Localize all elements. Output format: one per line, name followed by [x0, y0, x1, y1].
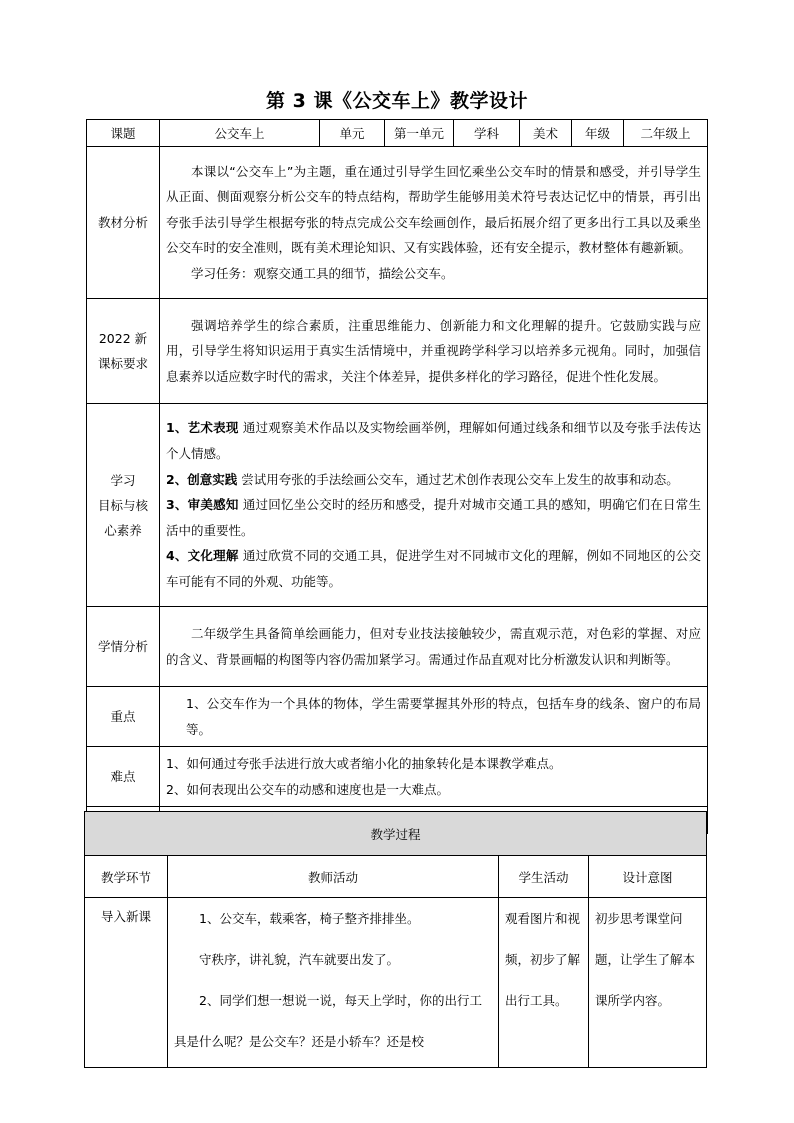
subject-label: 学科 — [454, 120, 520, 147]
process-title: 教学过程 — [85, 812, 707, 856]
difficulty-item: 2、如何表现出公交车的动感和速度也是一大难点。 — [166, 781, 449, 797]
col-teacher: 教师活动 — [168, 856, 499, 898]
design-intent: 初步思考课堂问题，让学生了解本课所学内容。 — [589, 898, 707, 1068]
goal-item: 1、艺术表现 通过观察美术作品以及实物绘画举例，理解如何通过线条和细节以及夸张手法传达个人情感。 — [166, 420, 701, 462]
students-text: 二年级学生具备简单绘画能力，但对专业技法接触较少，需直观示范，对色彩的掌握、对应的含义、背景画幅的构图等内容仍需加紧学习。需通过作品直观对比分析激发认识和判断等。 — [166, 625, 701, 667]
material-analysis — [160, 147, 708, 299]
standard-label: 2022 新 课标要求 — [87, 299, 160, 404]
learning-goals — [160, 404, 708, 607]
goal-item: 2、创意实践 尝试用夸张的手法绘画公交车，通过艺术创作表现公交车上发生的故事和动态。 — [166, 471, 679, 487]
goals-label: 学习 目标与核 心素养 — [87, 404, 160, 607]
material-label: 教材分析 — [87, 147, 160, 299]
subject-value: 美术 — [520, 120, 572, 147]
grade-label: 年级 — [572, 120, 624, 147]
difficulty-item: 1、如何通过夸张手法进行放大或者缩小化的抽象转化是本课教学难点。 — [166, 756, 562, 772]
stage-intro: 导入新课 — [85, 898, 168, 1068]
lesson-value: 公交车上 — [160, 120, 320, 147]
standard-text: 强调培养学生的综合素质，注重思维能力、创新能力和文化理解的提升。它鼓励实践与应用，引导学生将知识运用于真实生活情境中，并重视跨学科学习以培养多元视角。同时，加强信息素养以适应数字时代的需求，关注个体差异，提供多样化的学习路径，促进个性化发展。 — [166, 317, 701, 384]
learning-task: 学习任务：观察交通工具的细节，描绘公交车。 — [191, 265, 454, 281]
lesson-info-table — [86, 119, 708, 834]
teacher-activity: 1、公交车，载乘客，椅子整齐排排坐。 守秩序，讲礼貌，汽车就要出发了。 2、同学们想一想说一说，每天上学时，你的出行工具是什么呢？是公交车？还是小轿车？还是校 — [168, 898, 499, 1068]
col-student: 学生活动 — [499, 856, 589, 898]
key-points — [160, 687, 708, 747]
difficulty-label: 难点 — [87, 747, 160, 807]
page-title: 第 3 课《公交车上》教学设计 — [266, 90, 528, 112]
standard-requirements — [160, 299, 708, 404]
student-activity: 观看图片和视频，初步了解出行工具。 — [499, 898, 589, 1068]
teaching-process-table — [84, 811, 707, 1068]
difficult-points — [160, 747, 708, 807]
goal-item: 4、文化理解 通过欣赏不同的交通工具，促进学生对不同城市文化的理解，例如不同地区的公交车可能有不同的外观、功能等。 — [166, 548, 701, 589]
grade-value: 二年级上 — [624, 120, 708, 147]
students-label: 学情分析 — [87, 607, 160, 687]
col-intent: 设计意图 — [589, 856, 707, 898]
lesson-label: 课题 — [87, 120, 160, 147]
goal-item: 3、审美感知 通过回忆坐公交时的经历和感受，提升对城市交通工具的感知，明确它们在日常生活中的重要性。 — [166, 497, 701, 538]
key-text: 1、公交车作为一个具体的物体，学生需要掌握其外形的特点，包括车身的线条、窗户的布局等。 — [186, 696, 701, 737]
unit-label: 单元 — [320, 120, 385, 147]
col-stage: 教学环节 — [85, 856, 168, 898]
unit-value: 第一单元 — [385, 120, 454, 147]
student-analysis — [160, 607, 708, 687]
key-label: 重点 — [87, 687, 160, 747]
material-text: 本课以“公交车上”为主题，重在通过引导学生回忆乘坐公交车时的情景和感受，并引导学生从正面、侧面观察分析公交车的特点结构，帮助学生能够用美术符号表达记忆中的情景，再引出夸张手法引导学生根据夸张的特点完成公交车绘画创作，最后拓展介绍了更多出行工具以及乘坐公交车时的安全准则，既有美术理论知识、又有实践体验，还有安全提示，教材整体有趣新颖。 — [166, 163, 701, 256]
